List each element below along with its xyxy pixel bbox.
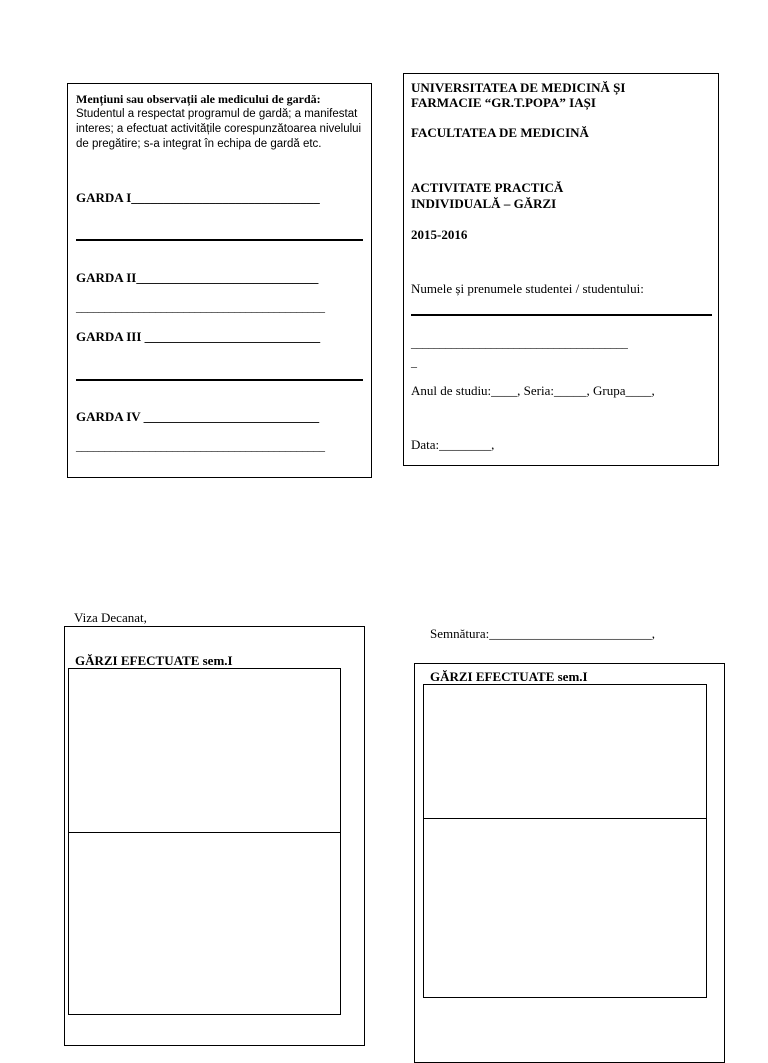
signature-label: Semnătura:_________________________, [430,626,655,641]
student-name-line [411,314,712,316]
shifts-right-title: GĂRZI EFECTUATE sem.I [430,669,588,684]
shifts-right-card [414,663,725,1063]
shifts-left-title: GĂRZI EFECTUATE sem.I [75,653,233,668]
date-label: Data:________, [411,437,495,452]
garda-4-label: GARDA IV ___________________________ [76,409,320,424]
shifts-right-cell-top [423,684,707,819]
student-name-line-2: ______________________________________ [411,336,628,350]
university-line-2: FARMACIE “GR.T.POPA” IAȘI [411,95,596,110]
garda-2-label: GARDA II____________________________ [76,270,319,285]
study-info: Anul de studiu:____, Seria:_____, Grupa____, [411,383,655,398]
garda-1-label: GARDA I_____________________________ [76,190,320,205]
observations-heading-bold: Mențiuni sau observații ale medicului de gardă: [76,92,321,106]
title-card [403,73,719,466]
dash: – [411,359,417,373]
garda-3-line [76,379,363,381]
shifts-left-cell-bottom [68,832,341,1015]
garda-2-line: ____________________________________________ [76,300,325,314]
garda-3-label: GARDA III ___________________________ [76,329,321,344]
faculty-name: FACULTATEA DE MEDICINĂ [411,125,589,140]
observations-heading [76,92,366,151]
garda-1-line [76,239,363,241]
viza-decanat: Viza Decanat, [74,610,147,625]
observations-heading-text: Studentul a respectat programul de gardă; a manifestat interes; a efectuat activitățile corespunzătoarea nivelului de pregătire; s-a integrat în echipa de gardă etc. [76,108,362,150]
observations-card [67,83,372,478]
university-line-1: UNIVERSITATEA DE MEDICINĂ ȘI [411,80,626,95]
activity-line-1: ACTIVITATE PRACTICĂ [411,180,564,195]
shifts-left-cell-top [68,668,341,833]
student-name-label: Numele și prenumele studentei / studentului: [411,281,644,296]
shifts-right-cell-bottom [423,818,707,998]
shifts-left-card [64,626,365,1046]
activity-line-2: INDIVIDUALĂ – GĂRZI [411,196,557,211]
garda-4-line: ____________________________________________ [76,439,325,453]
academic-year: 2015-2016 [411,227,468,242]
